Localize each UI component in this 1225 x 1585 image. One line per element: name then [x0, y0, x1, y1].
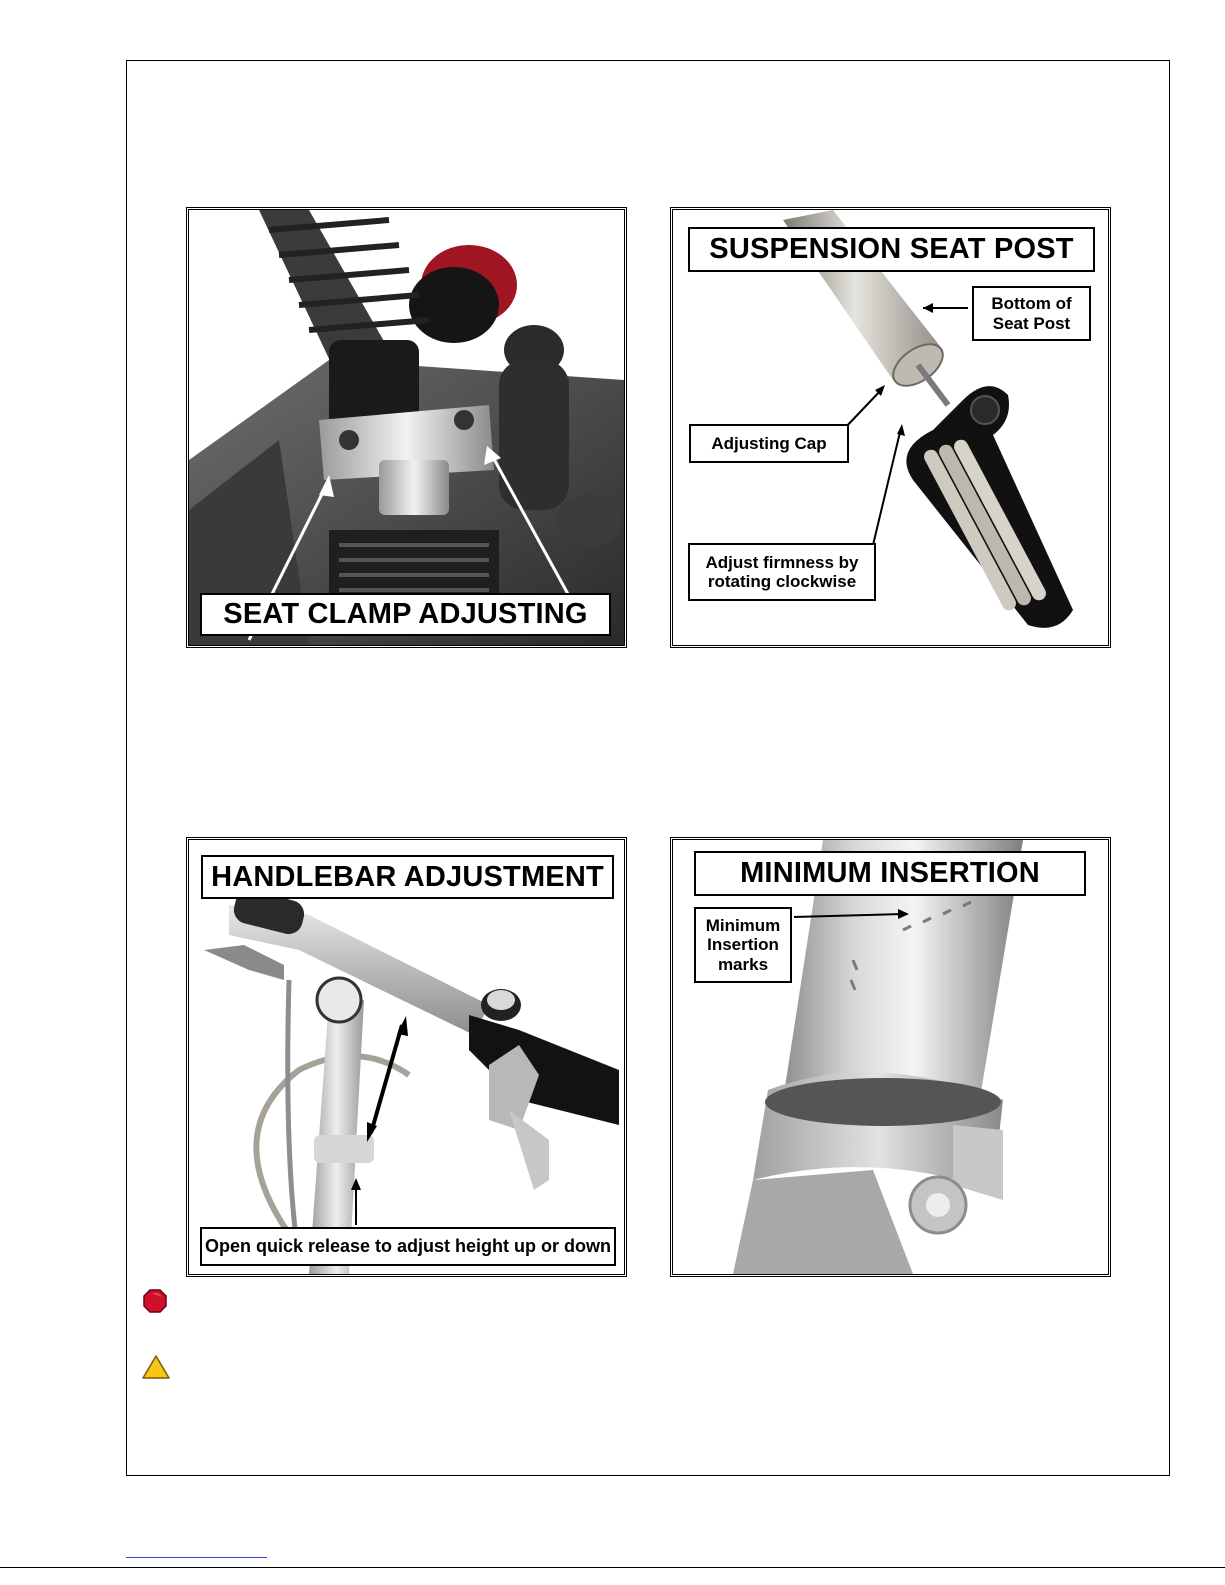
minimum-insertion-photo	[673, 840, 1108, 1274]
handlebar-adjustment-title: HANDLEBAR ADJUSTMENT	[201, 855, 614, 899]
quick-release-caption: Open quick release to adjust height up or down	[200, 1227, 616, 1266]
seat-clamp-title: SEAT CLAMP ADJUSTING	[200, 593, 611, 636]
footer-link-underline[interactable]	[126, 1557, 267, 1558]
suspension-seat-post-panel	[670, 207, 1111, 648]
seat-clamp-photo	[189, 210, 624, 645]
bottom-rule	[0, 1567, 1225, 1568]
minimum-insertion-title: MINIMUM INSERTION	[694, 851, 1086, 896]
adjusting-cap-callout: Adjusting Cap	[689, 424, 849, 463]
adjust-firmness-callout: Adjust firmness by rotating clockwise	[688, 543, 876, 601]
minimum-insertion-marks-callout: Minimum Insertion marks	[694, 907, 792, 983]
warning-triangle-icon	[142, 1354, 170, 1380]
bottom-of-seat-post-callout: Bottom of Seat Post	[972, 286, 1091, 341]
suspension-seat-post-title: SUSPENSION SEAT POST	[688, 227, 1095, 272]
minimum-insertion-panel	[670, 837, 1111, 1277]
stop-octagon-icon	[143, 1289, 167, 1313]
seat-clamp-panel	[186, 207, 627, 648]
handlebar-photo	[189, 840, 624, 1274]
handlebar-adjustment-panel	[186, 837, 627, 1277]
